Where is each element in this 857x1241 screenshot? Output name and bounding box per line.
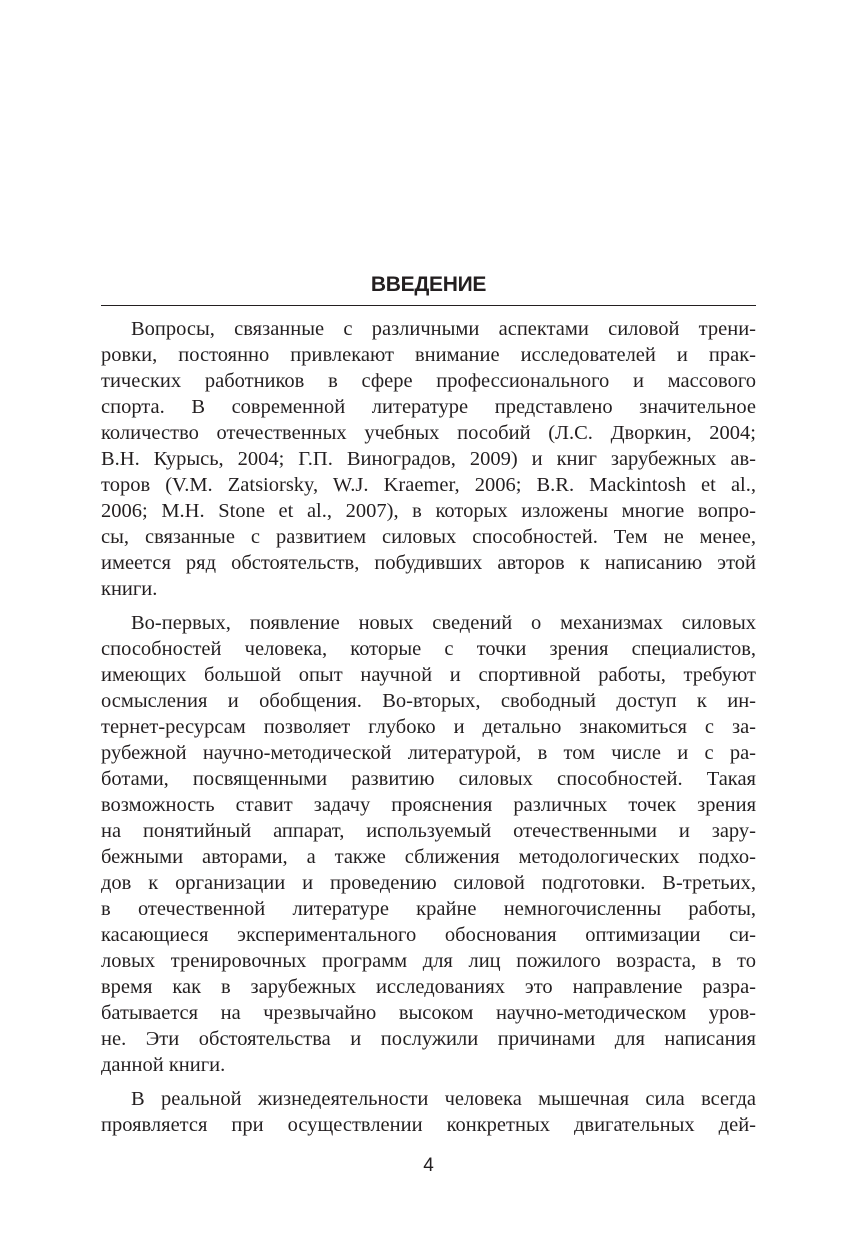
chapter-heading: ВВЕДЕНИЕ <box>370 273 487 296</box>
text-line: сы, связанные с развитием силовых способностей. Тем не менее, <box>101 526 756 548</box>
text-line: батывается на чрезвычайно высоком научно-методическом уров- <box>101 1002 756 1024</box>
text-line: тических работников в сфере профессионального и массового <box>101 370 756 392</box>
text-line: способностей человека, которые с точки зрения специалистов, <box>101 638 756 660</box>
text-line: количество отечественных учебных пособий (Л.С. Дворкин, 2004; <box>101 422 756 444</box>
text-line: спорта. В современной литературе представлено значительное <box>101 396 756 418</box>
body-text <box>101 316 756 1146</box>
text-line: ловых тренировочных программ для лиц пожилого возраста, в то <box>101 950 756 972</box>
text-line: имеющих большой опыт научной и спортивной работы, требуют <box>101 664 756 686</box>
text-line: В реальной жизнедеятельности человека мышечная сила всегда <box>131 1088 756 1110</box>
text-line: осмысления и обобщения. Во-вторых, свободный доступ к ин- <box>101 690 756 712</box>
text-line: в отечественной литературе крайне немногочисленны работы, <box>101 898 756 920</box>
text-line: время как в зарубежных исследованиях это направление разра- <box>101 976 756 998</box>
text-line: ботами, посвященными развитию силовых способностей. Такая <box>101 768 756 790</box>
text-line: бежными авторами, а также сближения методологических подхо- <box>101 846 756 868</box>
text-line: касающиеся экспериментального обоснования оптимизации си- <box>101 924 756 946</box>
text-line: проявляется при осуществлении конкретных двигательных дей- <box>101 1114 756 1136</box>
text-line: 2006; M.H. Stone et al., 2007), в которых изложены многие вопро- <box>101 500 756 522</box>
text-line: торов (V.M. Zatsiorsky, W.J. Kraemer, 2006; B.R. Mackintosh et al., <box>101 474 756 496</box>
page-number: 4 <box>423 1155 434 1176</box>
heading-rule <box>101 305 756 306</box>
text-line: не. Эти обстоятельства и послужили причинами для написания <box>101 1028 756 1050</box>
paragraph-3 <box>101 1086 756 1138</box>
text-line: книги. <box>101 578 158 600</box>
text-line: Вопросы, связанные с различными аспектами силовой трени- <box>131 318 756 340</box>
text-line: Во-первых, появление новых сведений о механизмах силовых <box>131 612 756 634</box>
text-line: на понятийный аппарат, используемый отечественными и зару- <box>101 820 756 842</box>
text-line: тернет-ресурсам позволяет глубоко и детально знакомиться с за- <box>101 716 756 738</box>
text-line: рубежной научно-методической литературой, в том числе и с ра- <box>101 742 756 764</box>
text-line: возможность ставит задачу прояснения различных точек зрения <box>101 794 756 816</box>
text-line: В.Н. Курысь, 2004; Г.П. Виноградов, 2009) и книг зарубежных ав- <box>101 448 756 470</box>
text-line: дов к организации и проведению силовой подготовки. В-третьих, <box>101 872 756 894</box>
paragraph-1 <box>101 316 756 602</box>
paragraph-2 <box>101 610 756 1078</box>
text-line: данной книги. <box>101 1054 226 1076</box>
text-line: имеется ряд обстоятельств, побудивших авторов к написанию этой <box>101 552 756 574</box>
text-line: ровки, постоянно привлекают внимание исследователей и прак- <box>101 344 756 366</box>
